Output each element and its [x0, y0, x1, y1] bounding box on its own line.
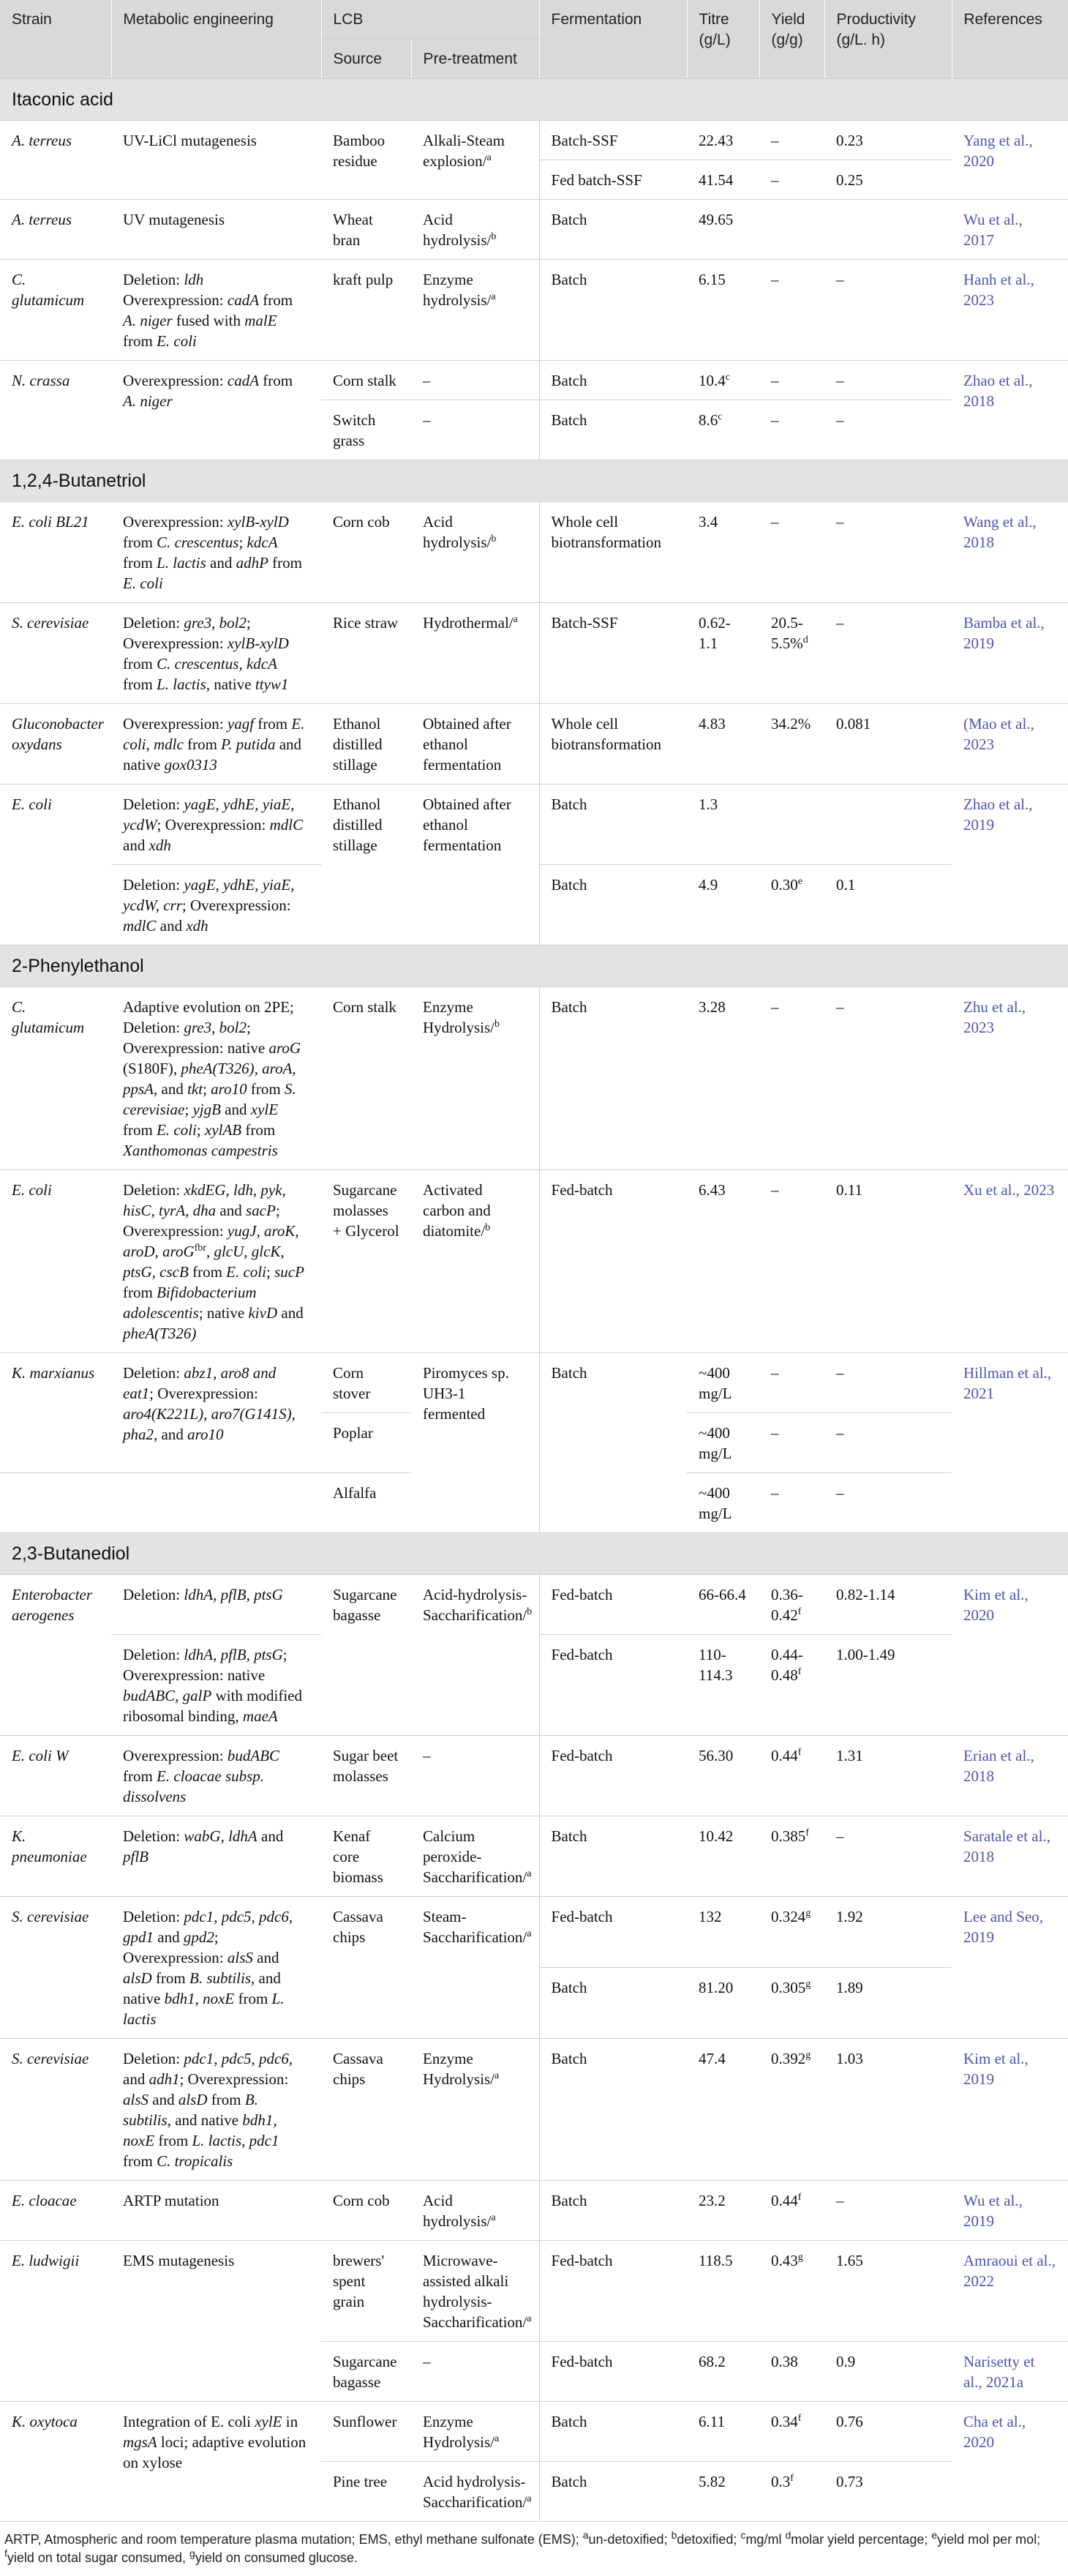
section-phenylethanol: 2-Phenylethanol	[0, 946, 1068, 987]
table-row	[0, 361, 1068, 400]
source-cell: Rice straw	[321, 603, 411, 704]
strain-cell: Gluconobacter oxydans	[0, 704, 111, 785]
reference-link[interactable]: Bamba et al., 2019	[952, 603, 1068, 704]
source-cell: Pine tree	[321, 2462, 411, 2522]
productivity-cell: –	[824, 987, 952, 1170]
header-source: Source	[321, 40, 411, 79]
source-cell: Sugarcane bagasse	[321, 1575, 411, 1736]
pretreatment-cell: –	[411, 361, 539, 400]
titre-cell: 6.15	[687, 260, 759, 361]
yield-cell: 20.5-5.5%$^d$	[759, 603, 824, 704]
strain-cell: S. cerevisiae	[0, 2039, 111, 2181]
productivity-cell: 0.1	[824, 865, 952, 946]
header-strain: Strain	[0, 0, 111, 79]
metabolic-cell: Adaptive evolution on 2PE; Deletion: gre3, bol2; Overexpression: native aroG (S180F), pheA(T326), aroA, ppsA, and tkt; aro10 from S. cerevisiae; yjgB and xylE from E. coli; xylAB from Xanthomonas campestris	[111, 987, 321, 1170]
source-cell: Sunflower	[321, 2402, 411, 2462]
productivity-cell	[824, 785, 952, 865]
metabolic-cell: Deletion: xkdEG, ldh, pyk, hisC, tyrA, dha and sacP; Overexpression: yugJ, aroK, aroD, aroG$^{fbr}$, glcU, glcK, ptsG, cscB from E. coli; sucP from Bifidobacterium adolescentis; native kivD and pheA(T326)	[111, 1170, 321, 1353]
table-row	[0, 1816, 1068, 1897]
metabolic-cell: Deletion: yagE, ydhE, yiaE, ycdW, crr; Overexpression: mdlC and xdh	[111, 865, 321, 946]
table-row	[0, 200, 1068, 260]
strain-cell: A. terreus	[0, 200, 111, 260]
section-row	[0, 79, 1068, 121]
productivity-cell: –	[824, 1353, 952, 1413]
strain-cell	[0, 1473, 111, 1533]
titre-cell: 10.4$^c$	[687, 361, 759, 400]
yield-cell: 0.44$^f$	[759, 2181, 824, 2241]
yield-cell: 0.43$^g$	[759, 2241, 824, 2342]
reference-link[interactable]: Kim et al., 2020	[952, 1575, 1068, 1736]
metabolic-cell: Deletion: wabG, ldhA and pflB	[111, 1816, 321, 1897]
titre-cell: 41.54	[687, 160, 759, 200]
titre-cell: 5.82	[687, 2462, 759, 2522]
yield-cell: 0.34$^f$	[759, 2402, 824, 2462]
yield-cell: –	[759, 400, 824, 460]
fermentation-cell: Batch	[539, 200, 687, 260]
pretreatment-cell: Enzyme Hydrolysis/$^a$	[411, 2402, 539, 2462]
titre-cell: 56.30	[687, 1736, 759, 1816]
reference-link[interactable]: Wang et al., 2018	[952, 502, 1068, 603]
section-row	[0, 460, 1068, 502]
pretreatment-cell: Alkali-Steam explosion/$^a$	[411, 121, 539, 200]
table-row	[0, 704, 1068, 785]
fermentation-cell: Batch	[539, 785, 687, 865]
productivity-cell: 0.23	[824, 121, 952, 160]
yield-cell: –	[759, 160, 824, 200]
table-row	[0, 2039, 1068, 2181]
section-row	[0, 1533, 1068, 1575]
fermentation-cell: Whole cell biotransformation	[539, 502, 687, 603]
pretreatment-cell: Microwave-assisted alkali hydrolysis-Saccharification/$^a$	[411, 2241, 539, 2342]
source-cell: Sugar beet molasses	[321, 1736, 411, 1816]
table-row	[0, 987, 1068, 1170]
titre-cell: ~400 mg/L	[687, 1413, 759, 1473]
reference-link[interactable]: Yang et al., 2020	[952, 121, 1068, 200]
metabolic-cell: ARTP mutation	[111, 2181, 321, 2241]
table-row	[0, 502, 1068, 603]
metabolic-cell: Deletion: yagE, ydhE, yiaE, ycdW; Overexpression: mdlC and xdh	[111, 785, 321, 865]
reference-link[interactable]: Kim et al., 2019	[952, 2039, 1068, 2181]
productivity-cell: –	[824, 361, 952, 400]
yield-cell: 0.44$^f$	[759, 1736, 824, 1816]
yield-cell: –	[759, 1473, 824, 1533]
source-cell: Sugarcane molasses + Glycerol	[321, 1170, 411, 1353]
source-cell: Kenaf core biomass	[321, 1816, 411, 1897]
productivity-cell: 1.00-1.49	[824, 1635, 952, 1736]
pretreatment-cell: Obtained after ethanol fermentation	[411, 785, 539, 946]
pretreatment-cell: –	[411, 400, 539, 460]
header-yield: Yield (g/g)	[759, 0, 824, 79]
yield-cell: 0.30e	[759, 865, 824, 946]
productivity-cell: 1.03	[824, 2039, 952, 2181]
yield-cell: –	[759, 1170, 824, 1353]
pretreatment-cell: Steam-Saccharification/$^a$	[411, 1897, 539, 2039]
strain-cell: E. coli BL21	[0, 502, 111, 603]
strain-cell: A. terreus	[0, 121, 111, 200]
productivity-cell: 1.89	[824, 1968, 952, 2039]
strain-cell: N. crassa	[0, 361, 111, 460]
source-cell: Corn stalk	[321, 361, 411, 400]
titre-cell: 3.28	[687, 987, 759, 1170]
productivity-cell: 0.82-1.14	[824, 1575, 952, 1635]
pretreatment-cell: Enzyme Hydrolysis/$^b$	[411, 987, 539, 1170]
source-cell: Ethanol distilled stillage	[321, 785, 411, 946]
yield-cell: 0.385$^f$	[759, 1816, 824, 1897]
metabolic-cell: Deletion: ldh Overexpression: cadA from A. niger fused with malE from E. coli	[111, 260, 321, 361]
reference-link[interactable]: Lee and Seo, 2019	[952, 1897, 1068, 2039]
titre-cell: 0.62-1.1	[687, 603, 759, 704]
source-cell: Bamboo residue	[321, 121, 411, 200]
titre-cell: 132	[687, 1897, 759, 1968]
productivity-cell: –	[824, 502, 952, 603]
fermentation-cell: Fed-batch	[539, 1897, 687, 1968]
yield-cell: –	[759, 121, 824, 160]
productivity-cell: 1.65	[824, 2241, 952, 2342]
titre-cell: 23.2	[687, 2181, 759, 2241]
source-cell: Ethanol distilled stillage	[321, 704, 411, 785]
strain-cell: E. coli	[0, 1170, 111, 1353]
yield-cell: –	[759, 1413, 824, 1473]
reference-link[interactable]: Hanh et al., 2023	[952, 260, 1068, 361]
reference-link[interactable]: Hillman et al., 2021	[952, 1353, 1068, 1533]
titre-cell: 3.4	[687, 502, 759, 603]
header-references: References	[952, 0, 1068, 79]
pretreatment-cell: Calcium peroxide-Saccharification/$^a$	[411, 1816, 539, 1897]
source-cell: Wheat bran	[321, 200, 411, 260]
pretreatment-cell: Obtained after ethanol fermentation	[411, 704, 539, 785]
metabolic-cell: Overexpression: budABC from E. cloacae subsp. dissolvens	[111, 1736, 321, 1816]
reference-link[interactable]: Zhao et al., 2019	[952, 785, 1068, 946]
source-cell: Corn stover	[321, 1353, 411, 1413]
titre-cell: 10.42	[687, 1816, 759, 1897]
table-row	[0, 603, 1068, 704]
yield-cell: 0.36-0.42$^f$	[759, 1575, 824, 1635]
table-row	[0, 785, 1068, 865]
fermentation-cell: Fed-batch	[539, 1635, 687, 1736]
yield-cell: 0.3$^f$	[759, 2462, 824, 2522]
pretreatment-cell: –	[411, 1736, 539, 1816]
titre-cell: 6.11	[687, 2402, 759, 2462]
fermentation-cell: Batch	[539, 1968, 687, 2039]
productivity-cell: –	[824, 1473, 952, 1533]
source-cell: Corn stalk	[321, 987, 411, 1170]
metabolic-cell: Deletion: ldhA, pflB, ptsG	[111, 1575, 321, 1635]
pretreatment-cell: Acid hydrolysis/$^b$	[411, 200, 539, 260]
yield-cell: –	[759, 987, 824, 1170]
strain-cell: E. coli W	[0, 1736, 111, 1816]
pretreatment-cell: Enzyme Hydrolysis/$^a$	[411, 2039, 539, 2181]
fermentation-cell: Batch	[539, 361, 687, 400]
yield-cell: –	[759, 502, 824, 603]
source-cell: Alfalfa	[321, 1473, 411, 1533]
productivity-cell	[824, 200, 952, 260]
productivity-cell: –	[824, 603, 952, 704]
productivity-cell: 0.081	[824, 704, 952, 785]
metabolic-cell: Integration of E. coli xylE in mgsA loci; adaptive evolution on xylose	[111, 2402, 321, 2522]
source-cell: brewers' spent grain	[321, 2241, 411, 2342]
source-cell: Sugarcane bagasse	[321, 2342, 411, 2402]
header-fermentation: Fermentation	[539, 0, 687, 79]
titre-cell: 47.4	[687, 2039, 759, 2181]
fermentation-cell: Batch	[539, 2039, 687, 2181]
header-metabolic-engineering: Metabolic engineering	[111, 0, 321, 79]
fermentation-cell: Batch-SSF	[539, 121, 687, 160]
titre-cell: 22.43	[687, 121, 759, 160]
metabolic-cell: UV mutagenesis	[111, 200, 321, 260]
fermentation-cell: Fed-batch	[539, 2241, 687, 2342]
fermentation-cell: Whole cell biotransformation	[539, 704, 687, 785]
reference-link[interactable]: Narisetty et al., 2021a	[952, 2342, 1068, 2402]
pretreatment-cell: Hydrothermal/$^a$	[411, 603, 539, 704]
titre-cell: ~400 mg/L	[687, 1353, 759, 1413]
fermentation-cell: Fed-batch	[539, 2342, 687, 2402]
metabolic-cell: Deletion: gre3, bol2; Overexpression: xylB-xylD from C. crescentus, kdcA from L. lactis, native ttyw1	[111, 603, 321, 704]
source-cell: Poplar	[321, 1413, 411, 1473]
titre-cell: 81.20	[687, 1968, 759, 2039]
pretreatment-cell: Enzyme hydrolysis/$^a$	[411, 260, 539, 361]
strain-cell: C. glutamicum	[0, 260, 111, 361]
header-titre: Titre (g/L)	[687, 0, 759, 79]
header-lcb: LCB	[321, 0, 539, 40]
pretreatment-cell: Acid hydrolysis/$^a$	[411, 2181, 539, 2241]
strain-cell: K. pneumoniae	[0, 1816, 111, 1897]
reference-link[interactable]: (Mao et al., 2023	[952, 704, 1068, 785]
productivity-cell: –	[824, 260, 952, 361]
pretreatment-cell: Acid-hydrolysis-Saccharification/$^b$	[411, 1575, 539, 1736]
reference-link[interactable]: Wu et al., 2019	[952, 2181, 1068, 2241]
table-row	[0, 1736, 1068, 1816]
strain-cell: C. glutamicum	[0, 987, 111, 1170]
reference-link[interactable]: Cha et al., 2020	[952, 2402, 1068, 2522]
fermentation-cell: Fed-batch	[539, 1575, 687, 1635]
yield-cell: –	[759, 1353, 824, 1413]
productivity-cell: –	[824, 400, 952, 460]
fermentation-cell: Batch	[539, 2181, 687, 2241]
table-footnote: ARTP, Atmospheric and room temperature plasma mutation; EMS, ethyl methane sulfonate (EMS); $^a$un-detoxified; $^b$detoxified; $^c$mg/ml $^d$molar yield percentage; $^e$yield mol per mol; $^f$yield on total sugar consumed, $^g$yield on consumed glucose.	[4, 2529, 1041, 2565]
titre-cell: 4.83	[687, 704, 759, 785]
fermentation-cell: Batch	[539, 865, 687, 946]
fermentation-cell: Batch	[539, 1353, 687, 1533]
pretreatment-cell: Acid hydrolysis/$^b$	[411, 502, 539, 603]
table-row	[0, 121, 1068, 160]
source-cell: kraft pulp	[321, 260, 411, 361]
productivity-cell: 0.76	[824, 2402, 952, 2462]
yield-cell: 0.324$^g$	[759, 1897, 824, 1968]
pretreatment-cell: Acid hydrolysis-Saccharification/$^a$	[411, 2462, 539, 2522]
header-pretreatment: Pre-treatment	[411, 40, 539, 79]
titre-cell: ~400 mg/L	[687, 1473, 759, 1533]
source-cell: Switch grass	[321, 400, 411, 460]
source-cell: Cassava chips	[321, 1897, 411, 2039]
metabolic-cell: Overexpression: cadA from A. niger	[111, 361, 321, 460]
productivity-cell: 0.73	[824, 2462, 952, 2522]
fermentation-cell: Fed-batch	[539, 1736, 687, 1816]
reference-link[interactable]: Erian et al., 2018	[952, 1736, 1068, 1816]
metabolic-cell	[111, 1473, 321, 1533]
source-cell: Cassava chips	[321, 2039, 411, 2181]
strain-cell: S. cerevisiae	[0, 1897, 111, 2039]
productivity-cell: 1.92	[824, 1897, 952, 1968]
metabolic-cell: Deletion: pdc1, pdc5, pdc6, gpd1 and gpd2; Overexpression: alsS and alsD from B. subtilis, and native bdh1, noxE from L. lactis	[111, 1897, 321, 2039]
table-row	[0, 2241, 1068, 2342]
table-row	[0, 2181, 1068, 2241]
titre-cell: 68.2	[687, 2342, 759, 2402]
productivity-cell: 1.31	[824, 1736, 952, 1816]
titre-cell: 49.65	[687, 200, 759, 260]
header-row	[0, 0, 1068, 40]
titre-cell: 6.43	[687, 1170, 759, 1353]
fermentation-cell: Batch	[539, 987, 687, 1170]
productivity-cell: 0.11	[824, 1170, 952, 1353]
yield-cell	[759, 200, 824, 260]
productivity-cell: 0.25	[824, 160, 952, 200]
yield-cell: –	[759, 260, 824, 361]
reference-link[interactable]: Xu et al., 2023	[952, 1170, 1068, 1353]
titre-cell: 118.5	[687, 2241, 759, 2342]
reference-link[interactable]: Amraoui et al., 2022	[952, 2241, 1068, 2342]
productivity-cell: –	[824, 1816, 952, 1897]
section-row	[0, 946, 1068, 987]
table-row	[0, 1353, 1068, 1413]
metabolic-cell: Overexpression: yagf from E. coli, mdlc from P. putida and native gox0313	[111, 704, 321, 785]
fermentation-cell: Batch	[539, 1816, 687, 1897]
titre-cell: 8.6$^c$	[687, 400, 759, 460]
pretreatment-cell: Activated carbon and diatomite/$^b$	[411, 1170, 539, 1353]
section-butanediol: 2,3-Butanediol	[0, 1533, 1068, 1575]
fermentation-cell: Fed batch-SSF	[539, 160, 687, 200]
yield-cell: 34.2%	[759, 704, 824, 785]
table-row	[0, 1170, 1068, 1353]
metabolic-cell: Deletion: ldhA, pflB, ptsG; Overexpression: native budABC, galP with modified ribosomal binding, maeA	[111, 1635, 321, 1736]
reference-link[interactable]: Saratale et al., 2018	[952, 1816, 1068, 1897]
yield-cell	[759, 785, 824, 865]
yield-cell: 0.44-0.48$^f$	[759, 1635, 824, 1736]
fermentation-cell: Batch	[539, 260, 687, 361]
pretreatment-cell: –	[411, 2342, 539, 2402]
fermentation-cell: Batch	[539, 400, 687, 460]
strain-cell: K. oxytoca	[0, 2402, 111, 2522]
strain-cell: E. coli	[0, 785, 111, 946]
fermentation-cell: Fed-batch	[539, 1170, 687, 1353]
metabolic-cell: Deletion: abz1, aro8 and eat1; Overexpression: aro4(K221L), aro7(G141S), pha2, and aro10	[111, 1353, 321, 1473]
strain-cell: E. ludwigii	[0, 2241, 111, 2402]
strain-cell: E. cloacae	[0, 2181, 111, 2241]
titre-cell: 66-66.4	[687, 1575, 759, 1635]
metabolic-cell: Deletion: pdc1, pdc5, pdc6, and adh1; Overexpression: alsS and alsD from B. subtilis, and native bdh1, noxE from L. lactis, pdc1 from C. tropicalis	[111, 2039, 321, 2181]
titre-cell: 110-114.3	[687, 1635, 759, 1736]
section-itaconic-acid: Itaconic acid	[0, 79, 1068, 121]
strain-cell: S. cerevisiae	[0, 603, 111, 704]
titre-cell: 1.3	[687, 785, 759, 865]
reference-link[interactable]: Zhao et al., 2018	[952, 361, 1068, 460]
productivity-cell: –	[824, 2181, 952, 2241]
table-row	[0, 260, 1068, 361]
productivity-cell: 0.9	[824, 2342, 952, 2402]
reference-link[interactable]: Wu et al., 2017	[952, 200, 1068, 260]
section-butanetriol: 1,2,4-Butanetriol	[0, 460, 1068, 502]
metabolic-cell: UV-LiCl mutagenesis	[111, 121, 321, 200]
source-cell: Corn cob	[321, 2181, 411, 2241]
table-row	[0, 1575, 1068, 1635]
strain-cell: K. marxianus	[0, 1353, 111, 1473]
metabolic-cell: EMS mutagenesis	[111, 2241, 321, 2402]
fermentation-cell: Batch	[539, 2402, 687, 2462]
pretreatment-cell: Piromyces sp. UH3-1 fermented	[411, 1353, 539, 1533]
yield-cell: 0.38	[759, 2342, 824, 2402]
productivity-cell: –	[824, 1413, 952, 1473]
yield-cell: 0.305$^g$	[759, 1968, 824, 2039]
fermentation-cell: Batch-SSF	[539, 603, 687, 704]
yield-cell: –	[759, 361, 824, 400]
titre-cell: 4.9	[687, 865, 759, 946]
fermentation-cell: Batch	[539, 2462, 687, 2522]
table-row	[0, 1897, 1068, 1968]
source-cell: Corn cob	[321, 502, 411, 603]
table-row	[0, 2402, 1068, 2462]
yield-cell: 0.392$^g$	[759, 2039, 824, 2181]
header-productivity: Productivity (g/L. h)	[824, 0, 952, 79]
strain-cell: Enterobacter aerogenes	[0, 1575, 111, 1736]
metabolic-cell: Overexpression: xylB-xylD from C. crescentus; kdcA from L. lactis and adhP from E. coli	[111, 502, 321, 603]
reference-link[interactable]: Zhu et al., 2023	[952, 987, 1068, 1170]
